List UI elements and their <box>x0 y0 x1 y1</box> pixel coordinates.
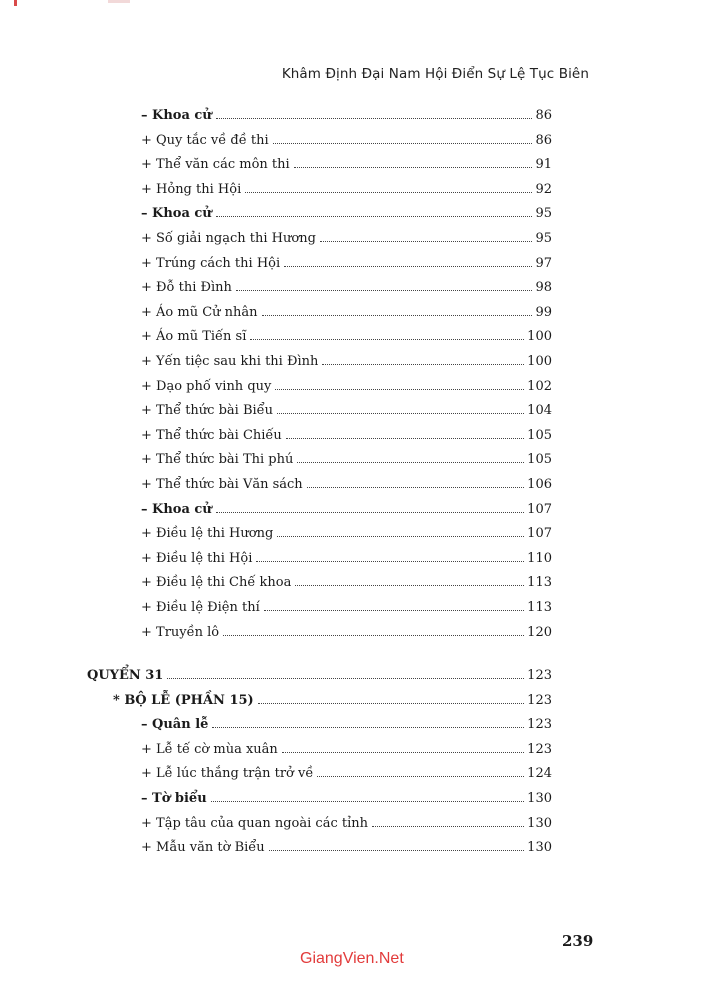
toc-entry <box>141 625 552 640</box>
toc-entry <box>141 502 552 517</box>
toc-entry <box>141 551 552 566</box>
page-number: 239 <box>562 932 594 950</box>
dot-leader <box>245 192 532 193</box>
toc-entry-page: 98 <box>535 280 552 296</box>
dot-leader <box>282 752 524 753</box>
toc-entry-page: 123 <box>527 668 552 683</box>
toc-entry <box>141 452 552 467</box>
toc-entry-page: 130 <box>527 840 552 856</box>
toc-entry <box>141 182 552 197</box>
toc-entry-page: 86 <box>535 108 552 123</box>
toc-entry <box>141 157 552 172</box>
toc-entry-label: – Tờ biểu <box>141 791 207 806</box>
toc-entry-label: + Áo mũ Tiến sĩ <box>141 329 247 345</box>
toc-entry <box>87 668 552 683</box>
dot-leader <box>269 850 525 851</box>
corner-mark <box>14 0 17 6</box>
corner-tab <box>108 0 130 3</box>
dot-leader <box>223 635 524 636</box>
toc-entry <box>141 231 552 246</box>
dot-leader <box>322 364 524 365</box>
toc-entry <box>141 379 552 394</box>
dot-leader <box>277 413 524 414</box>
watermark: GiangVien.Net <box>300 950 404 967</box>
toc-entry-page: 130 <box>527 791 552 806</box>
toc-entry-page: 110 <box>527 550 552 566</box>
toc-entry <box>141 766 552 781</box>
toc-entry-page: 123 <box>527 741 552 757</box>
dot-leader <box>273 143 533 144</box>
running-header: Khâm Định Đại Nam Hội Điển Sự Lệ Tục Biên <box>281 66 589 82</box>
toc-entry-page: 123 <box>527 692 552 708</box>
toc-entry-label: + Trúng cách thi Hội <box>141 255 281 271</box>
toc-entry <box>141 791 552 806</box>
toc-entry-page: 95 <box>535 206 552 222</box>
dot-leader <box>250 339 524 340</box>
toc-entry <box>141 526 552 541</box>
toc-entry-label: + Áo mũ Cử nhân <box>141 304 258 320</box>
toc-entry <box>141 206 552 221</box>
toc-entry-label: + Tập tâu của quan ngoài các tỉnh <box>141 815 368 831</box>
toc-entry <box>141 742 552 757</box>
dot-leader <box>317 776 524 777</box>
dot-leader <box>212 727 524 728</box>
toc-entry-page: 91 <box>535 157 552 173</box>
dot-leader <box>307 487 525 488</box>
toc-entry-page: 92 <box>535 181 552 197</box>
toc-entry-page: 102 <box>527 378 552 394</box>
dot-leader <box>258 703 524 704</box>
toc-entry-label: QUYỂN 31 <box>87 668 164 683</box>
toc-entry-page: 113 <box>527 575 552 591</box>
toc-entry-label: + Lễ lúc thắng trận trở về <box>141 766 314 782</box>
toc-entry-label: + Quy tắc về đề thi <box>141 132 269 148</box>
toc-entry-label: + Mẫu văn tờ Biểu <box>141 840 265 856</box>
toc-entry-label: + Truyền lô <box>141 624 220 640</box>
toc-entry-page: 130 <box>527 815 552 831</box>
toc-entry-label: + Thể thức bài Văn sách <box>141 477 303 492</box>
toc-entry-label: + Thể thức bài Biểu <box>141 403 274 419</box>
dot-leader <box>297 462 524 463</box>
toc-entry-label: * BỘ LỄ (PHẦN 15) <box>113 692 254 708</box>
toc-entry <box>141 816 552 831</box>
toc-entry <box>141 305 552 320</box>
toc-entry-page: 120 <box>527 624 552 640</box>
toc-entry <box>113 693 552 708</box>
toc-entry <box>141 840 552 855</box>
toc-entry <box>141 280 552 295</box>
toc-entry-page: 106 <box>527 477 552 492</box>
toc-entry-page: 100 <box>527 354 552 369</box>
toc-entry <box>141 477 552 492</box>
dot-leader <box>294 167 533 168</box>
toc-entry-label: + Thể thức bài Thi phú <box>141 452 294 468</box>
toc-entry-label: + Điều lệ thi Chế khoa <box>141 575 292 591</box>
dot-leader <box>286 438 524 439</box>
toc-entry <box>141 428 552 443</box>
dot-leader <box>264 610 524 611</box>
toc-entry-page: 97 <box>535 255 552 271</box>
toc-entry <box>141 717 552 732</box>
dot-leader <box>320 241 533 242</box>
toc-entry-page: 104 <box>527 403 552 419</box>
toc-entry-page: 105 <box>527 427 552 443</box>
dot-leader <box>211 801 525 802</box>
toc-entry-page: 99 <box>535 304 552 320</box>
toc-entry-label: + Đỗ thi Đình <box>141 280 232 296</box>
toc-entry-page: 105 <box>527 452 552 468</box>
dot-leader <box>216 118 533 119</box>
toc-entry <box>141 354 552 369</box>
toc-entry-label: + Thể văn các môn thi <box>141 157 290 173</box>
toc-entry-label: + Điều lệ thi Hội <box>141 550 253 566</box>
toc-entry-label: + Số giải ngạch thi Hương <box>141 231 316 246</box>
toc-entry <box>141 108 552 123</box>
toc-entry-label: + Hỏng thi Hội <box>141 181 242 197</box>
toc-entry-page: 123 <box>527 717 552 733</box>
toc-entry-label: + Lễ tế cờ mùa xuân <box>141 741 278 757</box>
toc-entry-page: 100 <box>527 329 552 345</box>
toc-entry-label: + Thể thức bài Chiếu <box>141 427 282 443</box>
toc-entry-label: – Khoa cử <box>141 108 212 123</box>
toc-entry-label: + Điều lệ thi Hương <box>141 526 274 542</box>
dot-leader <box>236 290 533 291</box>
dot-leader <box>262 315 533 316</box>
dot-leader <box>275 389 524 390</box>
dot-leader <box>372 826 524 827</box>
dot-leader <box>167 678 524 679</box>
dot-leader <box>256 561 524 562</box>
toc-entry <box>141 403 552 418</box>
toc-entry <box>141 600 552 615</box>
toc-entry-page: 124 <box>527 766 552 782</box>
dot-leader <box>277 536 524 537</box>
toc-entry-page: 95 <box>535 231 552 246</box>
toc-entry-label: – Khoa cử <box>141 501 212 517</box>
toc-entry-label: + Dạo phố vinh quy <box>141 378 272 394</box>
toc-entry <box>141 329 552 344</box>
toc-entry-page: 107 <box>527 526 552 542</box>
dot-leader <box>284 266 532 267</box>
toc-entry-page: 113 <box>527 600 552 615</box>
toc-entry-label: – Quân lễ <box>141 717 209 733</box>
dot-leader <box>216 512 524 513</box>
toc-entry <box>141 575 552 590</box>
toc-entry <box>141 256 552 271</box>
toc-entry-label: + Điều lệ Điện thí <box>141 600 260 615</box>
dot-leader <box>216 216 533 217</box>
toc-entry-label: + Yến tiệc sau khi thi Đình <box>141 354 319 369</box>
toc-entry <box>141 133 552 148</box>
toc-entry-page: 107 <box>527 501 552 517</box>
dot-leader <box>295 585 524 586</box>
toc-entry-label: – Khoa cử <box>141 206 212 222</box>
toc-entry-page: 86 <box>535 132 552 148</box>
